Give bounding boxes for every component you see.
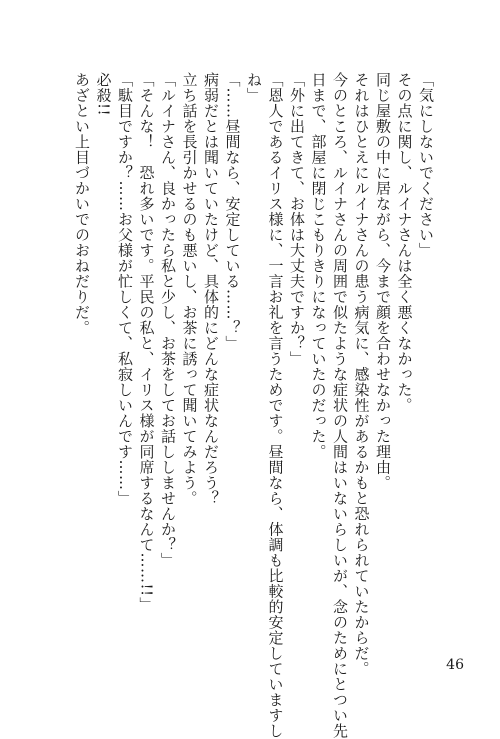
text-line: 今のところ、ルイナさんの周囲で似たような症状の人間はいないらしいが、念のためにとつい先: [331, 72, 349, 739]
text-line: 病弱だとは聞いていたけど、具体的にどんな症状なんだろう？: [202, 72, 220, 506]
text-line: 「……昼間なら、安定している……？」: [223, 72, 242, 351]
text-line: ね」: [245, 72, 263, 103]
text-line: それはひとえにルイナさんの患う病気に、感染性があるかもと恐れられていたからだ。: [352, 72, 371, 677]
text-line: 「恩人であるイリス様に、一言お礼を言うためです。昼間なら、体調も比較的安定していますし: [266, 72, 285, 739]
text-line: 立ち話を長引かせるのも悪いし、お茶に誘って聞いてみよう。: [180, 72, 199, 506]
text-line: 「そんな！ 恐れ多いです。平民の私と、イリス様が同席するなんて……!!」: [137, 72, 156, 613]
text-line: あざとい上目づかいでのおねだりだ。: [73, 72, 91, 336]
vertical-text-body: [71, 72, 437, 739]
page-number: 46: [446, 657, 464, 673]
text-line: 「気にしないでください」: [417, 72, 435, 258]
text-line: 「駄目ですか？……お父様が忙しくて、私寂しいんです……」: [116, 72, 134, 506]
text-line: 「ルイナさん、良かったら私と少し、お茶をしてお話ししませんか？」: [159, 72, 177, 568]
text-line: 「外に出てきて、お体は大丈夫ですか？」: [288, 72, 306, 367]
text-line: 必殺!!: [94, 72, 113, 117]
text-line: 日まで、部屋に閉じこもりきりになっていたのだった。: [309, 72, 328, 460]
text-line: その点に関し、ルイナさんは全く悪くなかった。: [395, 72, 414, 413]
text-line: 同じ屋敷の中に居ながら、今まで顔を合わせなかった理由。: [374, 72, 392, 491]
